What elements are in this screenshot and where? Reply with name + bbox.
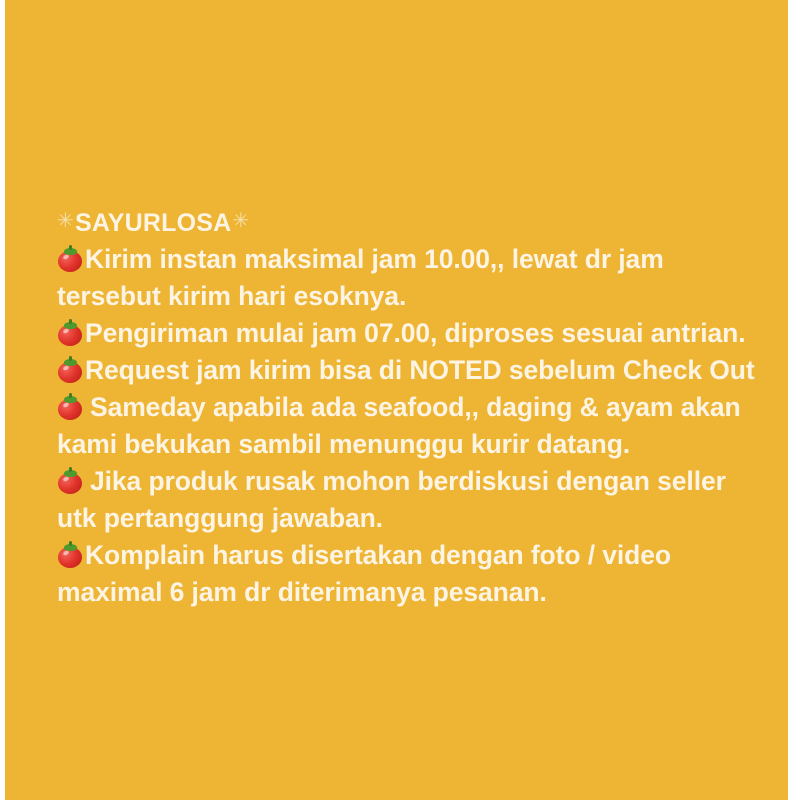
- notice-text: Kirim instan maksimal jam 10.00,, lewat dr jam: [85, 244, 664, 274]
- notice-line: [57, 426, 757, 463]
- notice-text: Komplain harus disertakan dengan foto / video: [85, 540, 671, 570]
- notice-list: [57, 241, 757, 611]
- tomato-emoji: [57, 358, 83, 383]
- notice-text: Jika produk rusak mohon berdiskusi dengan seller: [90, 466, 726, 496]
- sparkle-right-icon: ✳: [232, 210, 250, 232]
- tomato-emoji: [57, 395, 83, 420]
- notice-text: utk pertanggung jawaban.: [57, 503, 383, 533]
- notice-text: tersebut kirim hari esoknya.: [57, 281, 407, 311]
- notice-line: [57, 278, 757, 315]
- notice-text: Request jam kirim bisa di NOTED sebelum Check Out: [85, 355, 755, 385]
- notice-line: [57, 241, 757, 278]
- notice-line: [57, 315, 757, 352]
- notice-line: [57, 389, 757, 426]
- shop-name-label: SAYURLOSA: [74, 209, 232, 237]
- notice-text: kami bekukan sambil menunggu kurir datang.: [57, 429, 631, 459]
- tomato-emoji: [57, 543, 83, 568]
- notice-line: [57, 500, 757, 537]
- tomato-emoji: [57, 247, 83, 272]
- tomato-emoji: [57, 469, 83, 494]
- notice-text: Sameday apabila ada seafood,, daging & ayam akan: [90, 392, 741, 422]
- shop-name-header: [57, 206, 757, 240]
- notice-text: Pengiriman mulai jam 07.00, diproses sesuai antrian.: [85, 318, 746, 348]
- notice-line: [57, 537, 757, 574]
- sparkle-left-icon: ✳: [57, 210, 74, 232]
- notice-text-block: [57, 206, 757, 611]
- notice-line: [57, 574, 757, 611]
- notice-text: maximal 6 jam dr diterimanya pesanan.: [57, 577, 547, 607]
- notice-line: [57, 463, 757, 500]
- notice-line: [57, 352, 757, 389]
- tomato-emoji: [57, 321, 83, 346]
